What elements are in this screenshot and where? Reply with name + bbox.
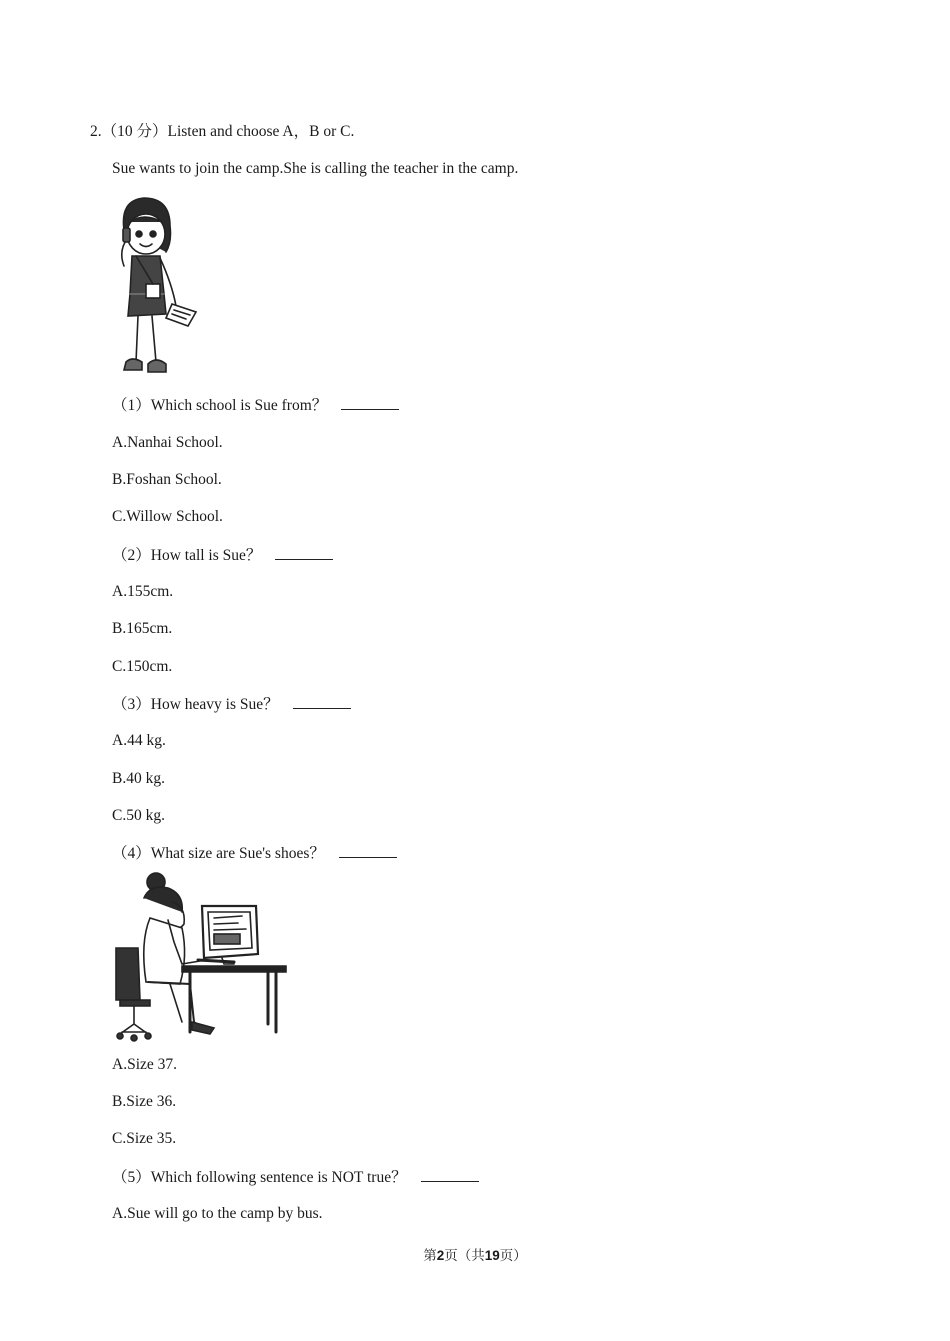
q4-option-b: B.Size 36. — [112, 1093, 177, 1110]
q2-option-a: A.155cm. — [112, 583, 174, 600]
q5-text: （5）Which following sentence is NOT true？ — [112, 1167, 479, 1188]
q2-option-c: C.150cm. — [112, 658, 173, 675]
answer-blank[interactable] — [293, 694, 351, 709]
q2-text: （2）How tall is Sue？ — [112, 545, 333, 566]
girl-on-phone-illustration — [110, 194, 205, 380]
total-pages: 19 — [484, 1248, 500, 1263]
q2-option-b: B.165cm. — [112, 620, 173, 637]
answer-blank[interactable] — [275, 545, 333, 560]
footer-prefix: 第 — [423, 1248, 437, 1263]
q1-option-b: B.Foshan School. — [112, 471, 222, 488]
answer-blank[interactable] — [339, 843, 397, 858]
answer-blank[interactable] — [341, 395, 399, 410]
q3-text: （3）How heavy is Sue？ — [112, 694, 351, 715]
footer-middle: 页（共 — [444, 1248, 485, 1263]
question-intro: Sue wants to join the camp.She is calling the teacher in the camp. — [112, 160, 519, 177]
q5-option-a: A.Sue will go to the camp by bus. — [112, 1205, 323, 1222]
question-header: 2.（10 分）Listen and choose A，B or C. — [90, 123, 355, 140]
q4-text: （4）What size are Sue's shoes？ — [112, 843, 397, 864]
q1-option-c: C.Willow School. — [112, 508, 223, 525]
q3-option-c: C.50 kg. — [112, 807, 165, 824]
q1-option-a: A.Nanhai School. — [112, 434, 223, 451]
q3-option-a: A.44 kg. — [112, 732, 166, 749]
page-number: 2 — [436, 1248, 445, 1263]
footer-suffix: 页） — [499, 1248, 527, 1263]
page-footer — [0, 1244, 950, 1264]
q4-option-a: A.Size 37. — [112, 1056, 178, 1073]
q3-option-b: B.40 kg. — [112, 770, 165, 787]
q1-text: （1）Which school is Sue from？ — [112, 395, 399, 416]
girl-at-computer-illustration — [110, 872, 288, 1044]
q4-option-c: C.Size 35. — [112, 1130, 177, 1147]
answer-blank[interactable] — [421, 1167, 479, 1182]
